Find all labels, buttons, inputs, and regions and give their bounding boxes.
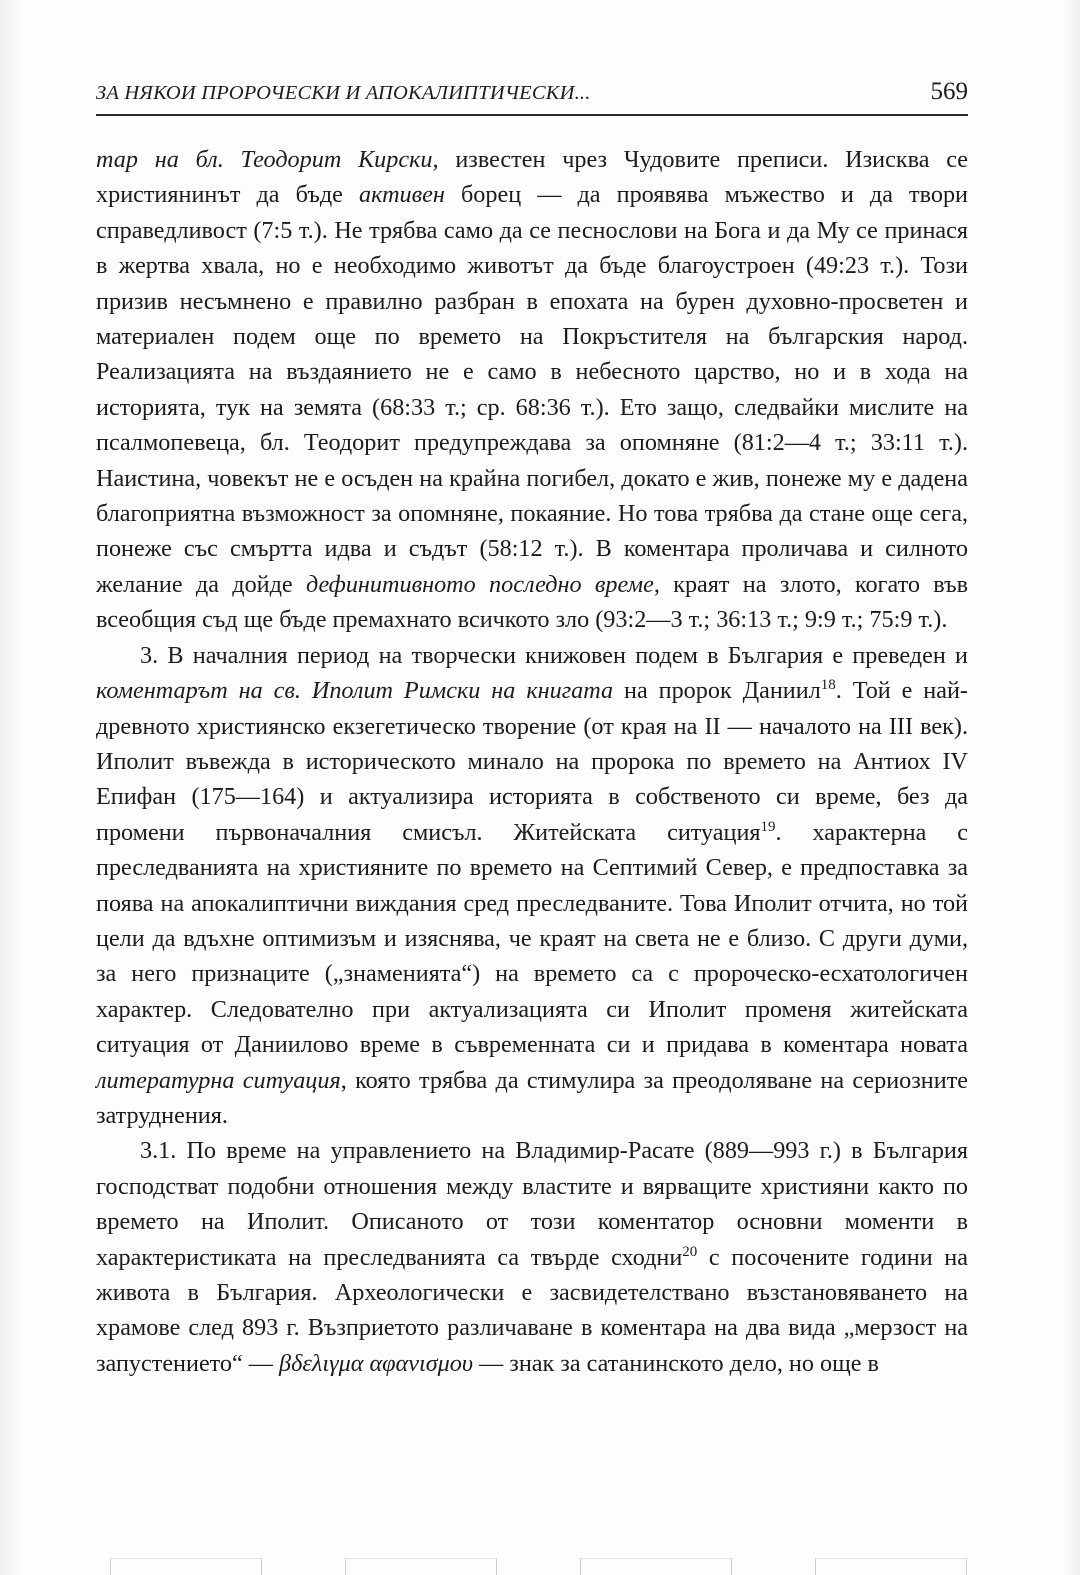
text-run: 3. В началния период на творчески книжовен подем в България е преведен и [140, 641, 968, 669]
footnote-reference: 18 [820, 677, 836, 694]
emphasis-text: тар на бл. Теодорит Кирски, [96, 146, 439, 173]
emphasis-text: активен [358, 181, 445, 209]
text-run: на пророк Даниил [613, 677, 821, 705]
text-run: 3.1. По време на управлението на Владимир-Расате (889—993 г.) в България господстват подобни отношения между властите и вярващите християни както по времето на Иполит. Описаното от този коментатор основни моменти в характеристиката на преследванията са твърде сходни [96, 1137, 968, 1271]
emphasis-text: коментарът на св. Иполит Римски на книгата [96, 677, 614, 705]
greek-phrase: βδελιγμα αφανισμου [279, 1349, 473, 1377]
page-header [96, 78, 968, 112]
page-edge-shadow-left [0, 0, 26, 1575]
paragraph [96, 638, 968, 1134]
emphasis-text: литературна ситуация [96, 1066, 341, 1094]
scan-mark [345, 1558, 497, 1575]
text-run: . Той е най-древното християнско екзегетическо творение (от края на II — началото на III век). Иполит въвежда в историческото минало на пророка по времето на Антиох IV Епифан (175—164) и актуализира историята в собственото си време, без да промени първоначалния смисъл. Житейската ситуация [96, 677, 968, 846]
paragraph [96, 1133, 968, 1381]
scan-edge-marks [0, 1553, 1080, 1575]
footnote-reference: 19 [760, 818, 776, 835]
text-run: , краят на злото, когато във всеобщия съд ще бъде премахнато всичкото зло (93:2—3 т.; 36:13 т.; 9:9 т.; 75:9 т.). [96, 570, 969, 634]
text-run: , която трябва да стимулира за преодоляване на сериозните затруднения. [96, 1066, 968, 1129]
footnote-reference: 20 [682, 1243, 698, 1260]
scan-mark [815, 1558, 967, 1575]
running-title: ЗА НЯКОИ ПРОРОЧЕСКИ И АПОКАЛИПТИЧЕСКИ... [96, 82, 591, 104]
paragraph [96, 142, 968, 638]
header-rule [96, 114, 968, 116]
body-text [96, 142, 968, 1381]
emphasis-text: дефинитивното последно време [305, 570, 654, 598]
text-run: борец — да проявява мъжество и да твори справедливост (7:5 т.). Не трябва само да се песнослови на Бога и да Му се принася в жертва хвала, но е необходимо животът да бъде благоустроен (49:23 т.). Този призив несъмнено е правилно разбран в епохата на бурен духовно-просветен и материален подем още по времето на Покръстителя на българския народ. Реализацията на въздаянието не е само в небесното царство, но и в хода на историята, тук на земята (68:33 т.; ср. 68:36 т.). Ето защо, следвайки мислите на псалмопевеца, бл. Теодорит предупреждава за опомняне (81:2—4 т.; 33:11 т.). Наистина, човекът не е осъден на крайна погибел, докато е жив, понеже му е дадена благоприятна възможност за опомняне, покаяние. Но това трябва да стане още сега, понеже със смъртта идва и съдът (58:12 т.). В коментара проличава и силното желание да дойде [96, 181, 968, 598]
text-run: с посочените години на живота в България. Археологически е засвидетелствано възстановяването на храмове след 893 г. Възприетото различаване в коментара на два вида „мерзост на запустението“ — [96, 1243, 968, 1377]
text-run: . характерна с преследванията на християните по времето на Септимий Север, е предпоставка за поява на апокалиптични виждания сред преследваните. Това Иполит отчита, но той цели да вдъхне оптимизъм и изяснява, че краят на света не е близо. С други думи, за него признаците („знаменията“) на времето са с пророческо-есхатологичен характер. Следователно при актуализацията си Иполит променя житейската ситуация от Данииловo време в съвременната си и придава в коментара новата [96, 818, 968, 1059]
text-run: — знак за сатанинското дело, но още в [472, 1349, 879, 1377]
page-edge-shadow-right [1062, 0, 1080, 1575]
scan-mark [110, 1558, 262, 1575]
page-number: 569 [930, 78, 968, 105]
scan-mark [580, 1558, 732, 1575]
page-content [96, 78, 968, 1381]
text-run: известен чрез Чудовите преписи. Изисква се християнинът да бъде [96, 146, 968, 209]
